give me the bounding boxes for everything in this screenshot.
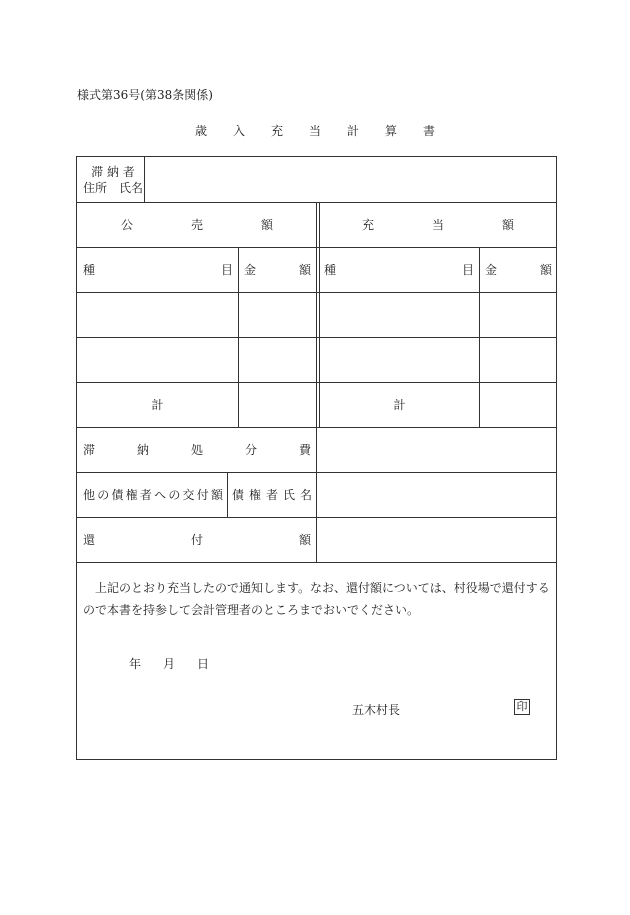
label-char: 名 (299, 488, 312, 502)
label-char: 額 (298, 263, 311, 277)
right-item-header (324, 247, 474, 292)
label-char: 金 (244, 263, 257, 277)
label-char: 納 (136, 443, 149, 457)
right-amount-cell[interactable] (480, 292, 556, 337)
label-char: 金 (485, 263, 498, 277)
left-amount-header (244, 247, 311, 292)
label-char: 債 (111, 488, 124, 502)
right-item-cell[interactable] (320, 337, 478, 382)
creditor-name-input[interactable] (317, 472, 556, 517)
date-month: 月 (162, 657, 175, 671)
label-char: 目 (220, 263, 233, 277)
label-char: 分 (244, 443, 257, 457)
label-char: 債 (232, 488, 245, 502)
label-char: 額 (501, 218, 514, 232)
right-amount-header (485, 247, 552, 292)
label-char: 還 (83, 533, 96, 547)
other-creditor-label (83, 472, 223, 517)
document-title: 歳入充当計算書 (194, 124, 461, 138)
label-char: 種 (83, 263, 96, 277)
label-char: の (97, 488, 110, 502)
delinquent-input[interactable] (145, 157, 556, 202)
disposal-fee-input[interactable] (317, 427, 556, 472)
label-char: 額 (210, 488, 223, 502)
date-line (129, 655, 209, 672)
grid-line (77, 562, 556, 563)
seal-mark: 印 (514, 699, 530, 715)
right-amount-cell[interactable] (480, 337, 556, 382)
notice-text: 上記のとおり充当したので通知します。なお、還付額については、村役場で還付するので本書を持参して会計管理者のところまでおいでください。 (83, 581, 550, 617)
appropriation-form-table (76, 156, 557, 760)
right-total-cell[interactable] (480, 382, 556, 427)
label-char: 充 (362, 218, 375, 232)
label-char: 額 (260, 218, 273, 232)
appropriation-amount-header (362, 202, 514, 247)
label-char: の (168, 488, 181, 502)
right-total-label: 計 (393, 398, 406, 412)
right-item-cell[interactable] (320, 292, 478, 337)
label-char: 種 (324, 263, 337, 277)
left-amount-cell[interactable] (239, 337, 316, 382)
label-char: 売 (190, 218, 203, 232)
form-number: 様式第36号(第38条関係) (77, 88, 213, 102)
left-item-cell[interactable] (77, 337, 237, 382)
label-char: 付 (196, 488, 209, 502)
label-char: 権 (248, 488, 261, 502)
label-char: 当 (431, 218, 444, 232)
label-char: 公 (121, 218, 134, 232)
label-char: 者 (265, 488, 278, 502)
left-total-label: 計 (151, 398, 164, 412)
label-char: 交 (182, 488, 195, 502)
label-char: 者 (139, 488, 152, 502)
refund-input[interactable] (317, 517, 556, 562)
label-char: 額 (298, 533, 311, 547)
grid-line (227, 472, 228, 517)
disposal-fee-label (83, 427, 311, 472)
date-year: 年 (129, 657, 142, 671)
date-day: 日 (196, 657, 209, 671)
left-total-cell[interactable] (239, 382, 316, 427)
left-item-cell[interactable] (77, 292, 237, 337)
label-char: 目 (461, 263, 474, 277)
left-amount-cell[interactable] (239, 292, 316, 337)
creditor-name-label (232, 472, 312, 517)
label-char: 権 (125, 488, 138, 502)
label-char: 処 (190, 443, 203, 457)
left-item-header (83, 247, 233, 292)
label-char: 額 (539, 263, 552, 277)
label-char: 他 (83, 488, 96, 502)
label-char: 付 (190, 533, 203, 547)
mayor-signature: 五木村長 (352, 703, 401, 717)
sale-amount-header (121, 202, 273, 247)
label-char: 滞 (83, 443, 96, 457)
delinquent-label-line1: 滞 納 者 (91, 164, 135, 179)
label-char: 費 (298, 443, 311, 457)
delinquent-label-line2: 住所 氏名 (83, 180, 144, 195)
grid-line (316, 202, 317, 427)
delinquent-label (83, 157, 143, 202)
label-char: へ (154, 488, 167, 502)
label-char: 氏 (282, 488, 295, 502)
refund-label (83, 517, 311, 562)
